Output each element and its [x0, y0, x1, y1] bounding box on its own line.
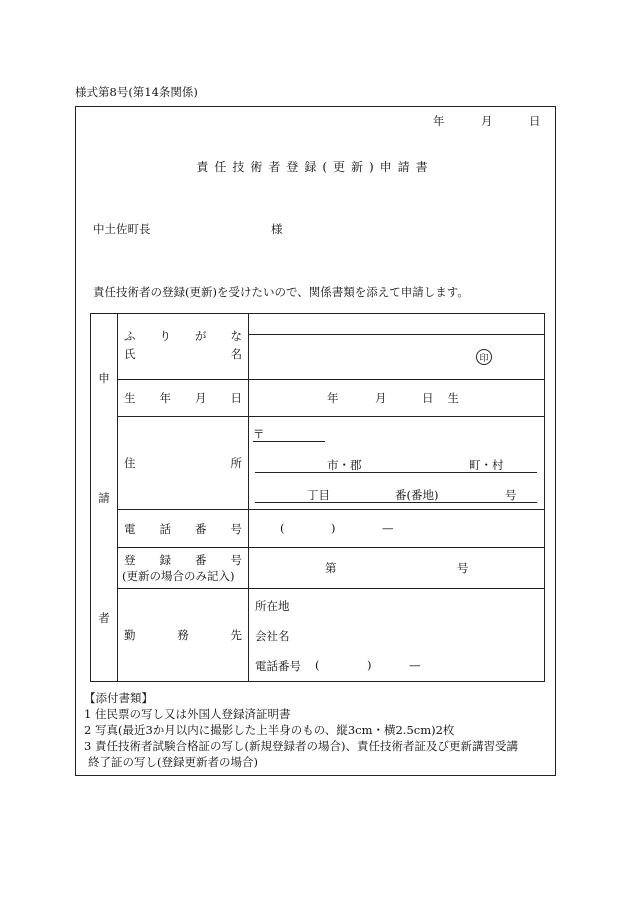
registration-note: (更新の場合のみ記入) — [122, 569, 235, 583]
reg-label-char: 番 — [195, 553, 207, 567]
workplace-row — [91, 589, 545, 682]
attachment-item-3-continued: 終了証の写し(登録更新者の場合) — [88, 755, 258, 769]
date-year-label: 年 — [433, 114, 445, 128]
address-chome-label: 丁目 — [307, 488, 330, 502]
furigana-label — [118, 328, 248, 344]
postal-mark-icon: 〒 — [253, 427, 265, 441]
birth-row — [91, 380, 545, 417]
reg-label-char: 号 — [230, 553, 242, 567]
registration-input[interactable] — [249, 548, 545, 589]
birth-input[interactable] — [249, 380, 545, 417]
work-location-label: 所在地 — [255, 599, 290, 613]
phone-input[interactable] — [249, 510, 545, 548]
work-phone-label: 電話番号 — [255, 659, 301, 673]
form-title: 責任技術者登録(更新)申請書 — [196, 160, 434, 174]
phone-label-char: 話 — [159, 521, 171, 536]
side-char-3: 者 — [98, 610, 110, 625]
address-line-1[interactable] — [255, 457, 537, 473]
side-char-2: 請 — [98, 490, 110, 505]
furigana-input[interactable] — [249, 314, 545, 335]
address-go-label: 号 — [505, 488, 517, 502]
name-input[interactable] — [249, 335, 545, 380]
attachment-item-3: 3 責任技術者試験合格証の写し(新規登録者の場合)、責任技術者証及び更新講習受講 — [84, 739, 518, 753]
attachments-section — [84, 690, 518, 770]
workplace-label-cell — [118, 589, 249, 682]
furigana-row — [91, 314, 545, 335]
reg-label-char: 録 — [159, 553, 171, 567]
registration-prefix: 第 — [325, 561, 337, 575]
intro-text: 責任技術者の登録(更新)を受けたいので、関係書類を添えて申請します。 — [93, 285, 469, 299]
registration-row — [91, 548, 545, 589]
applicant-table — [90, 313, 545, 682]
furigana-char: が — [195, 328, 207, 343]
date-day-label: 日 — [529, 114, 541, 128]
reg-label-char: 登 — [124, 553, 136, 567]
birth-label-char: 年 — [159, 391, 171, 405]
phone-open-paren: ( — [280, 520, 285, 535]
form-number: 様式第8号(第14条関係) — [75, 85, 198, 99]
name-label-char: 氏 — [124, 346, 136, 361]
phone-label-char: 電 — [124, 521, 136, 536]
name-label-cell — [118, 314, 249, 380]
applicant-side-label — [91, 314, 118, 682]
furigana-char: な — [230, 328, 242, 343]
attachment-item-2: 2 写真(最近3か月以内に撮影した上半身のもの、縦3cm・横2.5cm)2枚 — [84, 723, 455, 737]
address-line-2[interactable] — [255, 487, 537, 503]
attachments-heading: 【添付書類】 — [84, 691, 153, 705]
address-row — [91, 417, 545, 510]
date-month-label: 月 — [481, 114, 493, 128]
work-label-char: 先 — [230, 628, 242, 642]
birth-label-char: 日 — [230, 391, 242, 405]
work-phone-dash: — — [409, 658, 421, 672]
addressee-honorific: 様 — [271, 222, 283, 236]
seal-mark-icon: 印 — [476, 349, 492, 365]
registration-suffix: 号 — [457, 561, 469, 575]
birth-label-char: 生 — [124, 391, 136, 405]
phone-dash: — — [382, 520, 394, 535]
address-town-label: 町・村 — [469, 458, 504, 472]
address-city-label: 市・郡 — [327, 458, 362, 472]
phone-close-paren: ) — [331, 520, 336, 535]
phone-row — [91, 510, 545, 548]
postal-code-field[interactable] — [253, 426, 325, 442]
address-label-cell — [118, 417, 249, 510]
work-company-label: 会社名 — [255, 629, 290, 643]
work-label-char: 務 — [177, 628, 189, 642]
address-input[interactable] — [249, 417, 545, 510]
phone-label-char: 番 — [195, 521, 207, 536]
workplace-input[interactable] — [249, 589, 545, 682]
work-label-char: 勤 — [124, 628, 136, 642]
address-label-char: 所 — [230, 456, 242, 470]
attachment-item-1: 1 住民票の写し又は外国人登録済証明書 — [84, 707, 291, 721]
address-ban-label: 番(番地) — [395, 488, 439, 502]
work-phone-open-paren: ( — [315, 658, 320, 672]
work-phone-close-paren: ) — [367, 658, 372, 672]
address-label-char: 住 — [124, 456, 136, 470]
name-label-char: 名 — [230, 346, 242, 361]
side-char-1: 申 — [98, 370, 110, 385]
birth-year-unit: 年 — [327, 391, 339, 405]
addressee-name: 中土佐町長 — [93, 222, 151, 236]
phone-label-cell — [118, 510, 249, 548]
furigana-char: ふ — [124, 328, 136, 343]
birth-month-unit: 月 — [375, 391, 387, 405]
registration-label-cell — [118, 548, 249, 589]
furigana-char: り — [159, 328, 171, 343]
birth-label-char: 月 — [195, 391, 207, 405]
birth-label-cell — [118, 380, 249, 417]
phone-label-char: 号 — [230, 521, 242, 536]
birth-day-unit: 日生 — [422, 391, 473, 405]
name-label — [118, 346, 248, 362]
